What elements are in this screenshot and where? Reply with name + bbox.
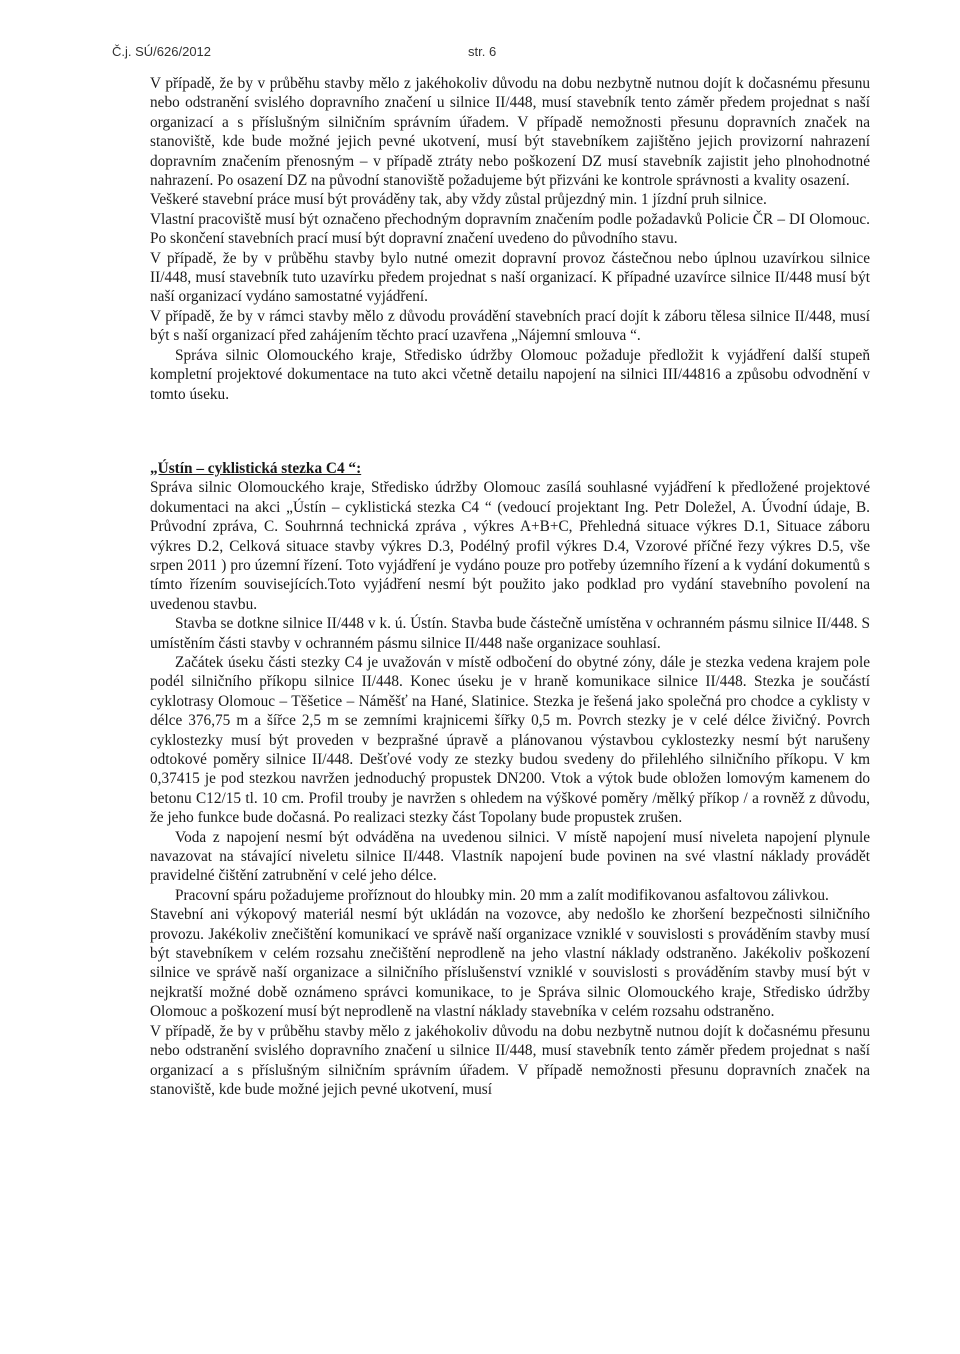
paragraph-protection-zone: Stavba se dotkne silnice II/448 v k. ú. Ústín. Stavba bude částečně umístěna v ochranném pásmu silnice II/448. S umístěním části stavby v ochranném pásmu silnice II/448 naše organizace souhlasí. [150, 615, 870, 652]
paragraph-dz-relocation: V případě, že by v průběhu stavby mělo z jakéhokoliv důvodu na dobu nezbytně nutnou dojít k dočasnému přesunu nebo odstranění svislého dopravního značení u silnice II/448, musí stavebník tento záměr předem projednat s naší organizací a s příslušným silničním správním úřadem. V případě nemožnosti přesunu dopravních značek na stanoviště, kde bude možné jejich pevné ukotvení, musí být stavebníkem zajištěno jejich provizorní nahrazení dopravním značením přenosným – v případě ztráty nebo poškození DZ musí stavebník zajistit jeho plnohodnotné nahrazení. Po osazení DZ na původní stanoviště požadujeme být přizváni ke kontrole správnosti a kvality osazení. [150, 75, 870, 190]
paragraph-connection-water: Voda z napojení nesmí být odváděna na uvedenou silnici. V místě napojení musí niveleta napojení plynule navazovat na stávající niveletu silnice II/448. Vlastník napojení bude povinen na své vlastní náklady provádět pravidelné čištění zatrubnění v celé jeho délce. [150, 828, 870, 885]
paragraph-joint-sealing: Pracovní spáru požadujeme proříznout do hloubky min. 20 mm a zalít modifikovanou asfaltovou zálivkou. [175, 886, 829, 904]
paragraph-consent-statement: Správa silnic Olomouckého kraje, Středisko údržby Olomouc zasílá souhlasné vyjádření k předložené projektové dokumentaci na akci „Ústín – cyklistická stezka C4 “ (vedoucí projektant Ing. Petr Doležel, A. Úvodní údaje, B. Průvodní zpráva, C. Souhrnná technická zpráva , výkres A+B+C, Přehledná situace výkres D.1, Situace záboru výkres D.2, Celková situace stavby výkres D.3, Podélný profil výkres D.4, Vzorové příčné řezy výkres D.5, vše srpen 2011 ) pro územní řízení. Toto vyjádření je vydáno pouze pro potřeby územního řízení a k vydání dokumentů s tímto řízením souvisejících.Toto vyjádření nesmí být použito jako podklad pro vydání stavebního povolení na uvedenou stavbu. [150, 479, 870, 613]
paragraph-workplace-marking: Vlastní pracoviště musí být označeno přechodným dopravním značením podle požadavků Policie ČR – DI Olomouc. Po skončení stavebních prací musí být dopravní značení uvedeno do původního stavu. [150, 210, 870, 248]
paragraph-further-documentation: Správa silnic Olomouckého kraje, Středisko údržby Olomouc požaduje předložit k vyjádření další stupeň kompletní projektové dokumentace na tuto akci včetně detailu napojení na silnici III/44816 a způsobu odvodnění v tomto úseku. [150, 346, 870, 403]
paragraph-road-occupation: V případě, že by v rámci stavby mělo z důvodu provádění stavebních prací dojít k záboru tělesa silnice II/448, musí být s naší organizací před zahájením těchto prací uzavřena „Nájemní smlouva “. [150, 307, 870, 345]
paragraph-road-closure: V případě, že by v průběhu stavby bylo nutné omezit dopravní provoz částečnou nebo úplnou uzavírkou silnice II/448, musí stavebník tuto uzavírku předem projednat s naší organizací. K případné uzavírce silnice II/448 musí být naší organizací vydáno samostatné vyjádření. [150, 249, 870, 306]
page-number: str. 6 [468, 44, 497, 59]
section-heading: „Ústín – cyklistická stezka C4 “: [150, 459, 362, 477]
reference-number: Č.j. SÚ/626/2012 [112, 44, 212, 59]
paragraph-path-description: Začátek úseku části stezky C4 je uvažován v místě odbočení do obytné zóny, dále je stezka vedena krajem pole podél silničního příkopu silnice II/448. Konec úseku je v hraně komunikace silnice II/448. Stezka je součástí cyklotrasy Olomouc – Těšetice – Náměšť na Hané, Slatinice. Stezka je řešená jako společná pro chodce a cyklisty v délce 376,75 m a šířce 2,5 m se zemními krajnicemi šířky 0,5 m. Povrch stezky je v celé délce živičný. Povrch cyklostezky musí být proveden v bezprašné úpravě a plánovanou výstavbou cyklostezky nesmí být narušeny odtokové poměry silnice II/448. Dešťové vody ze stezky budou svedeny do přilehlého silničního příkopu. V km 0,37415 je pod stezkou navržen jednoduchý propustek DN200. Vtok a výtok bude obložen lomovým kamenem do betonu C12/15 tl. 10 cm. Profil trouby je navržen s ohledem na výškové poměry /mělký příkop / a rovněž z důvodu, že jeho funkce bude dočasná. Po realizaci stezky část Topolany bude propustek zrušen. [150, 653, 870, 827]
paragraph-material-storage: Stavební ani výkopový materiál nesmí být ukládán na vozovce, aby nedošlo ke zhoršení bezpečnosti silničního provozu. Jakékoliv znečištění komunikací ve správě naší organizace vzniklé v souvislosti s prováděním stavby musí být stavebníkem v celém rozsahu znečištění neprodleně na jeho vlastní náklady odstraněno. Jakékoliv poškození silnice ve správě naší organizace a silničního příslušenství vzniklé v souvislosti s prováděním stavby musí být v nejkratší možné době oznámeno správci komunikace, to je Správa silnic Olomouckého kraje, Středisko údržby Olomouc a poškození musí být neprodleně na vlastní náklady stavebníka v celém rozsahu odstraněno. [150, 906, 870, 1021]
paragraph-lane-requirement: Veškeré stavební práce musí být prováděny tak, aby vždy zůstal průjezdný min. 1 jízdní pruh silnice. [150, 191, 767, 209]
paragraph-dz-relocation-repeat: V případě, že by v průběhu stavby mělo z jakéhokoliv důvodu na dobu nezbytně nutnou dojít k dočasnému přesunu nebo odstranění svislého dopravního značení u silnice II/448, musí stavebník tento záměr předem projednat s naší organizací a s příslušným silničním správním úřadem. V případě nemožnosti přesunu dopravních značek na stanoviště, kde bude možné jejich pevné ukotvení, musí [150, 1022, 870, 1098]
page-header [0, 44, 960, 64]
document-body [150, 74, 870, 1099]
